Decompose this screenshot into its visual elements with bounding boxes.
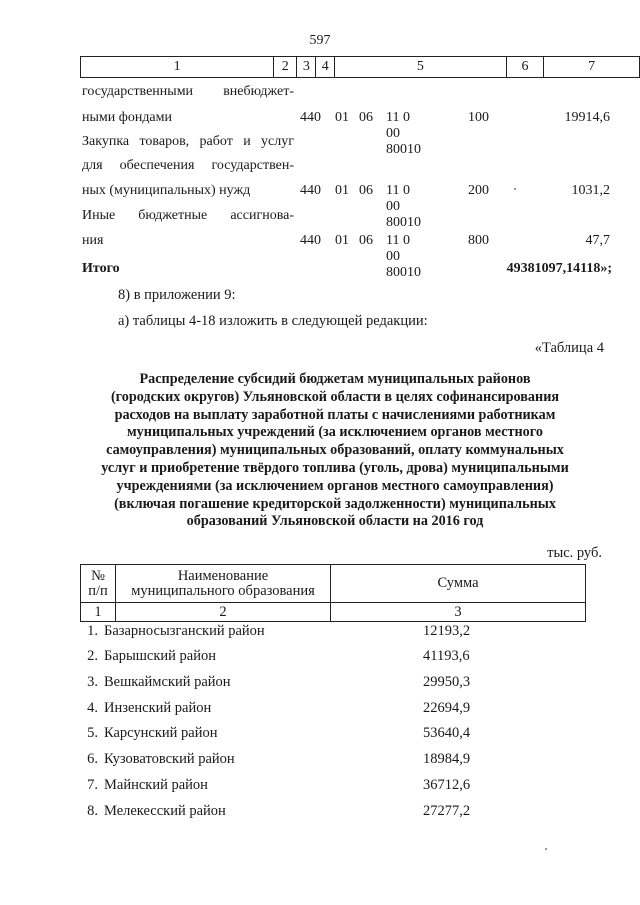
row-number: 8. — [87, 803, 98, 819]
row-number: 1. — [87, 623, 98, 639]
subsidy-amount: 53640,4 — [423, 725, 471, 741]
title-line: расходов на выплату заработной платы с начислениями работникам — [114, 406, 556, 423]
code-ministry: 440 — [300, 110, 321, 125]
header-name-cell — [116, 565, 331, 603]
row-number: 6. — [87, 751, 98, 767]
row-number: 5. — [87, 725, 98, 741]
column-number: 1 — [81, 57, 274, 78]
code-type: 200 — [468, 183, 489, 198]
table-caption: «Таблица 4 — [534, 340, 604, 356]
document-title — [70, 371, 600, 531]
table-row — [68, 777, 608, 797]
subsidy-table-header — [80, 564, 586, 622]
subsidy-amount: 36712,6 — [423, 777, 471, 793]
row-number: 2. — [87, 648, 98, 664]
row-name-line: Закупка товаров, работ и услуг — [82, 134, 294, 149]
header-name-line2: муниципального образования — [131, 582, 315, 599]
table-row — [68, 674, 608, 694]
code-ministry: 440 — [300, 233, 321, 248]
column-number: 6 — [506, 57, 544, 78]
district-name: Майнский район — [104, 777, 208, 793]
title-line: образований Ульяновской области на 2016 год — [186, 513, 484, 530]
header-name-line1: Наименование — [177, 567, 269, 584]
table-row — [68, 725, 608, 745]
district-name: Базарносызганский район — [104, 623, 265, 639]
units-label: тыс. руб. — [547, 545, 602, 561]
row-number: 7. — [87, 777, 98, 793]
total-value: 49381097,14118»; — [506, 261, 612, 276]
column-number: 4 — [316, 57, 335, 78]
title-line: Распределение субсидий бюджетам муниципальных районов — [139, 371, 531, 387]
table-row — [68, 803, 608, 823]
code-type: 100 — [468, 110, 489, 125]
subsidy-amount: 29950,3 — [423, 674, 471, 690]
code-type: 800 — [468, 233, 489, 248]
code-subsection: 06 — [359, 233, 373, 248]
title-line: (городских округов) Ульяновской области в целях софинансирования — [110, 388, 560, 405]
row-amount: 1031,2 — [571, 183, 610, 198]
header-sum-cell: Сумма — [331, 565, 586, 603]
code-section: 01 — [335, 183, 349, 198]
column-number: 7 — [544, 57, 640, 78]
budget-table-header — [80, 56, 640, 78]
row-amount: 19914,6 — [564, 110, 610, 125]
header-number-cell — [81, 565, 116, 603]
row-name-line: ния — [82, 233, 104, 248]
column-number: 5 — [335, 57, 506, 78]
subsidy-amount: 12193,2 — [423, 623, 471, 639]
title-line: муниципальных учреждений (за исключением органов местного — [127, 424, 543, 441]
code-target: 11 0 00 80010 — [386, 233, 421, 280]
subsidy-amount: 27277,2 — [423, 803, 471, 819]
paragraph-8: 8) в приложении 9: — [118, 287, 236, 303]
header-number-line2: п/п — [88, 582, 108, 599]
table-row — [68, 648, 608, 668]
subsidy-amount: 41193,6 — [423, 648, 470, 664]
total-label: Итого — [82, 261, 120, 276]
column-number: 2 — [274, 57, 297, 78]
title-line: учреждениями (за исключением органов местного самоуправления) — [116, 477, 554, 494]
district-name: Инзенский район — [104, 700, 212, 716]
title-line: услуг и приобретение твёрдого топлива (уголь, дрова) муниципальными — [101, 459, 569, 476]
column-number: 3 — [297, 57, 316, 78]
code-section: 01 — [335, 110, 349, 125]
title-line: самоуправления) муниципальных образований, оплату коммунальных — [106, 442, 564, 459]
table-row — [68, 700, 608, 720]
code-ministry: 440 — [300, 183, 321, 198]
column-number: 2 — [116, 603, 331, 622]
row-name-line: Иные бюджетные ассигнова- — [82, 208, 294, 223]
header-number-line1: № — [91, 567, 105, 584]
district-name: Кузоватовский район — [104, 751, 235, 767]
row-name-line: для обеспечения государствен- — [82, 158, 294, 173]
row-name-line: ных (муниципальных) нужд — [82, 183, 251, 198]
district-name: Карсунский район — [104, 725, 218, 741]
table-row — [68, 623, 608, 643]
page-number: 597 — [309, 33, 331, 48]
title-line: (включая погашение кредиторской задолженности) муниципальных — [114, 495, 556, 512]
district-name: Мелекесский район — [104, 803, 226, 819]
code-target: 11 0 00 80010 — [386, 110, 421, 157]
row-name-line: государственными внебюджет- — [82, 84, 294, 99]
table-row — [68, 751, 608, 771]
code-section: 01 — [335, 233, 349, 248]
code-target: 11 0 00 80010 — [386, 183, 421, 230]
row-amount: 47,7 — [585, 233, 610, 248]
district-name: Барышский район — [104, 648, 216, 664]
scan-speck — [514, 188, 516, 190]
code-subsection: 06 — [359, 183, 373, 198]
row-number: 3. — [87, 674, 98, 690]
row-number: 4. — [87, 700, 98, 716]
subsidy-amount: 18984,9 — [423, 751, 471, 767]
row-name-line: ными фондами — [82, 110, 173, 125]
column-number: 1 — [81, 603, 116, 622]
district-name: Вешкаймский район — [104, 674, 231, 690]
code-subsection: 06 — [359, 110, 373, 125]
column-number: 3 — [331, 603, 586, 622]
subsidy-amount: 22694,9 — [423, 700, 471, 716]
scan-speck — [545, 848, 547, 850]
paragraph-a: а) таблицы 4-18 изложить в следующей редакции: — [118, 313, 428, 329]
